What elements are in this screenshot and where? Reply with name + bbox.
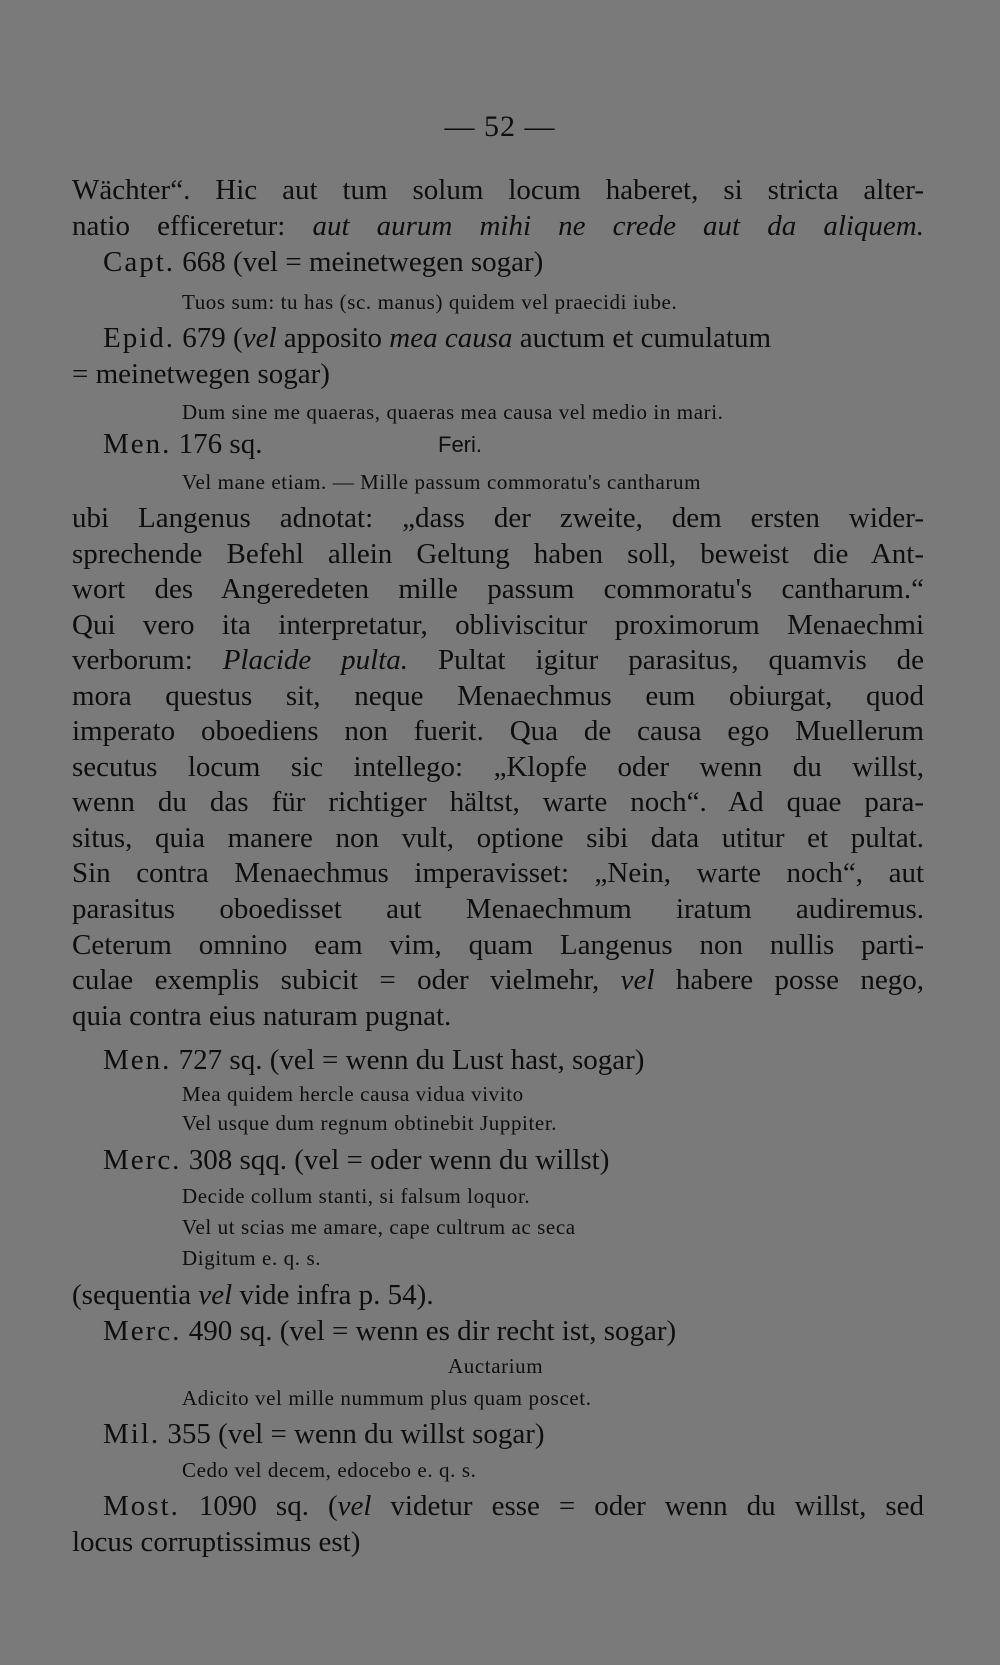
text-line: natio efficeretur: aut aurum mihi ne crede aut da aliquem. [72, 210, 924, 242]
citation-most: Most. 1090 sq. (vel videtur esse = oder wenn du willst, sed [103, 1490, 924, 1522]
text-line: Ceterum omnino eam vim, quam Langenus non nullis parti- [72, 929, 924, 961]
quote-line: Tuos sum: tu has (sc. manus) quidem vel praecidi iube. [182, 290, 678, 314]
text-line: wort des Angeredeten mille passum commoratu's cantharum.“ [72, 573, 924, 605]
text-line: mora questus sit, neque Menaechmus eum obiurgat, quod [72, 680, 924, 712]
citation-men: Men. 176 sq. [103, 428, 263, 460]
quote-line: Dum sine me quaeras, quaeras mea causa vel medio in mari. [182, 400, 724, 424]
citation-capt: Capt. 668 (vel = meinetwegen sogar) [103, 246, 544, 278]
text-line: (sequentia vel vide infra p. 54). [72, 1279, 434, 1311]
quote-line: Digitum e. q. s. [182, 1246, 322, 1270]
text-line: sprechende Befehl allein Geltung haben soll, beweist die Ant- [72, 538, 924, 570]
text-line: locus corruptissimus est) [72, 1526, 361, 1558]
text-line: quia contra eius naturam pugnat. [72, 1000, 452, 1032]
quote-line: Vel ut scias me amare, cape cultrum ac seca [182, 1215, 576, 1239]
citation-merc: Merc. 308 sqq. (vel = oder wenn du willst) [103, 1144, 610, 1176]
citation-mil: Mil. 355 (vel = wenn du willst sogar) [103, 1418, 545, 1450]
text-line: Qui vero ita interpretatur, obliviscitur proximorum Menaechmi [72, 609, 924, 641]
quote-line: Auctarium [448, 1354, 544, 1378]
text-line: imperato oboediens non fuerit. Qua de causa ego Muellerum [72, 715, 924, 747]
citation-merc: Merc. 490 sq. (vel = wenn es dir recht ist, sogar) [103, 1315, 677, 1347]
page-number: — 52 — [444, 110, 556, 143]
text-line: Sin contra Menaechmus imperavisset: „Nein, warte noch“, aut [72, 857, 924, 889]
text-line: wenn du das für richtiger hältst, warte noch“. Ad quae para- [72, 786, 924, 818]
quote-line: Decide collum stanti, si falsum loquor. [182, 1184, 531, 1208]
text-line: Wächter“. Hic aut tum solum locum haberet, si stricta alter- [72, 174, 924, 206]
quote-line: Vel usque dum regnum obtinebit Juppiter. [182, 1111, 558, 1135]
text-line: = meinetwegen sogar) [72, 358, 330, 390]
text-line: situs, quia manere non vult, optione sibi data utitur et pultat. [72, 822, 924, 854]
citation-epid: Epid. 679 (vel apposito mea causa auctum et cumulatum [103, 322, 772, 354]
text-line: parasitus oboedisset aut Menaechmum iratum audiremus. [72, 893, 924, 925]
quote-line: Vel mane etiam. — Mille passum commoratu's cantharum [182, 470, 702, 494]
quote-line: Feri. [438, 432, 482, 457]
quote-line: Adicito vel mille nummum plus quam poscet. [182, 1386, 592, 1410]
quote-line: Mea quidem hercle causa vidua vivito [182, 1082, 524, 1106]
text-line: ubi Langenus adnotat: „dass der zweite, dem ersten wider- [72, 502, 924, 534]
text-line: verborum: Placide pulta. Pultat igitur parasitus, quamvis de [72, 644, 925, 676]
quote-line: Cedo vel decem, edocebo e. q. s. [182, 1458, 477, 1482]
text-line: culae exemplis subicit = oder vielmehr, vel habere posse nego, [72, 964, 925, 996]
text-line: secutus locum sic intellego: „Klopfe oder wenn du willst, [72, 751, 924, 783]
citation-men: Men. 727 sq. (vel = wenn du Lust hast, sogar) [103, 1044, 645, 1076]
